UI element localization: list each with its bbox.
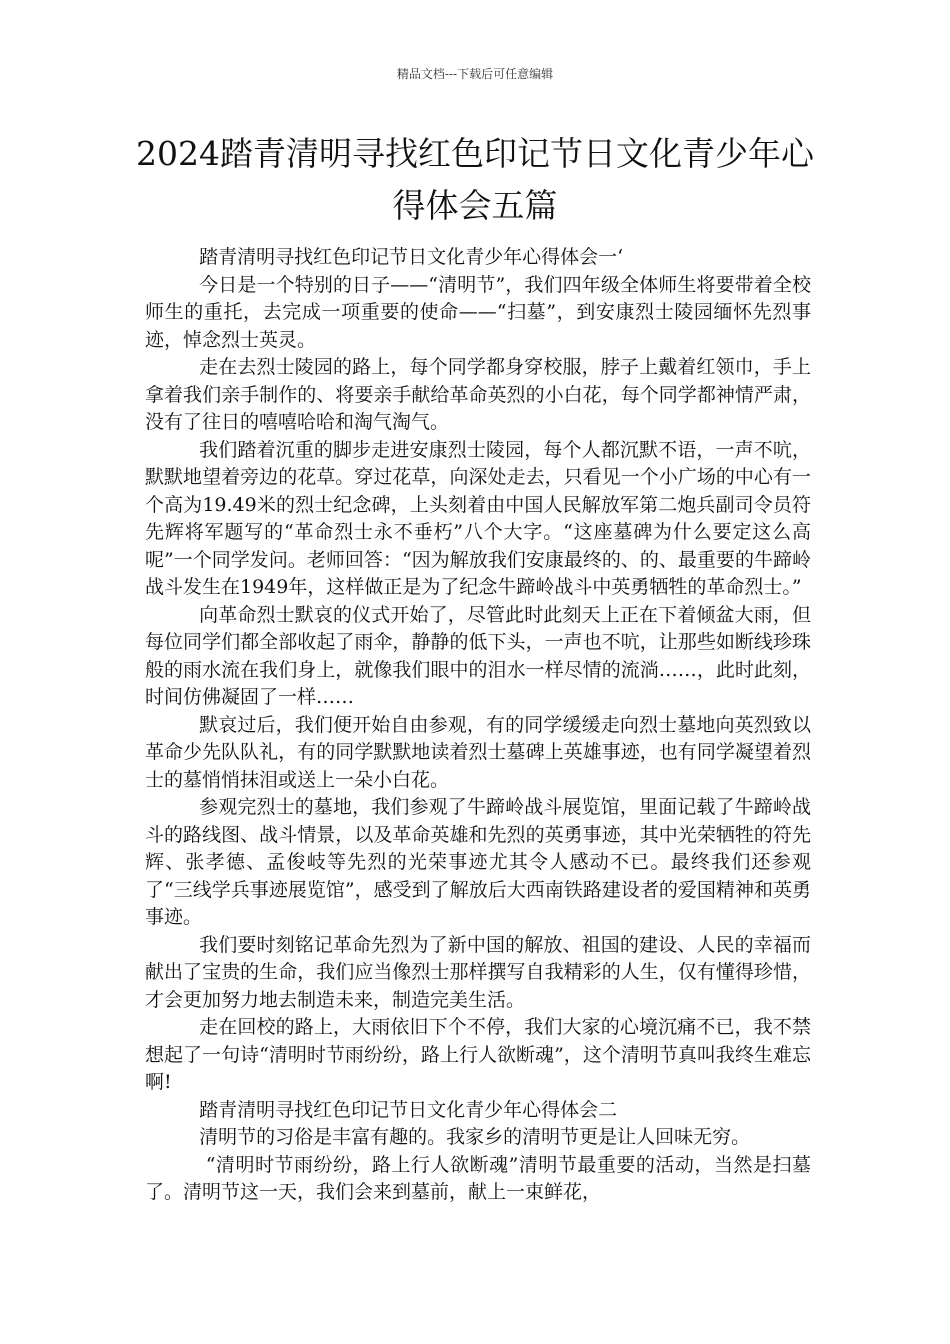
section-heading-2: 踏青清明寻找红色印记节日文化青少年心得体会二 <box>199 1098 618 1121</box>
document-body <box>145 244 811 1207</box>
paragraph: 向革命烈士默哀的仪式开始了，尽管此时此刻天上正在下着倾盆大雨，但每位同学们都全部收起了雨伞，静静的低下头，一声也不吭，让那些如断线珍珠般的雨水流在我们身上，就像我们眼中的泪水一样尽情的流淌……，此时此刻，时间仿佛凝固了一样…… <box>145 603 811 708</box>
document-title: 2024踏青清明寻找红色印记节日文化青少年心得体会五篇 <box>136 134 814 225</box>
paragraph: 走在回校的路上，大雨依旧下个不停，我们大家的心境沉痛不已，我不禁想起了一句诗“清明时节雨纷纷，路上行人欲断魂”，这个清明节真叫我终生难忘啊! <box>145 1016 811 1093</box>
paragraph: 我们踏着沉重的脚步走进安康烈士陵园，每个人都沉默不语，一声不吭，默默地望着旁边的花草。穿过花草，向深处走去，只看见一个小广场的中心有一个高为19.49米的烈士纪念碑，上头刻着由中国人民解放军第二炮兵副司令员符先辉将军题写的“革命烈士永不垂朽”八个大字。“这座墓碑为什么要定这么高呢”一个同学发问。老师回答：“因为解放我们安康最终的、的、最重要的牛蹄岭战斗发生在1949年，这样做正是为了纪念牛蹄岭战斗中英勇牺牲的革命烈士。” <box>145 438 811 598</box>
section-heading-1: 踏青清明寻找红色印记节日文化青少年心得体会一‘ <box>199 246 624 268</box>
paragraph: 参观完烈士的墓地，我们参观了牛蹄岭战斗展览馆，里面记载了牛蹄岭战斗的路线图、战斗情景，以及革命英雄和先烈的英勇事迹，其中光荣牺牲的符先辉、张孝德、孟俊岐等先烈的光荣事迹尤其令人感动不已。最终我们还参观了“三线学兵事迹展览馆”，感受到了解放后大西南铁路建设者的爱国精神和英勇事迹。 <box>145 796 811 928</box>
paragraph: 清明节的习俗是丰富有趣的。我家乡的清明节更是让人回味无穷。 <box>199 1126 751 1148</box>
paragraph: 我们要时刻铭记革命先烈为了新中国的解放、祖国的建设、人民的幸福而献出了宝贵的生命，我们应当像烈士那样撰写自我精彩的人生，仅有懂得珍惜，才会更加努力地去制造未来，制造完美生活。 <box>145 933 811 1011</box>
paragraph: “清明时节雨纷纷，路上行人欲断魂”清明节最重要的活动，当然是扫墓了。清明节这一天，我们会来到墓前，献上一束鲜花， <box>145 1153 811 1203</box>
page-header-watermark: 精品文档---下载后可任意编辑 <box>396 67 554 81</box>
paragraph: 走在去烈士陵园的路上，每个同学都身穿校服，脖子上戴着红领巾，手上拿着我们亲手制作的、将要亲手献给革命英烈的小白花，每个同学都神情严肃，没有了往日的嘻嘻哈哈和淘气淘气。 <box>145 356 811 433</box>
paragraph: 今日是一个特别的日子——“清明节”，我们四年级全体师生将要带着全校师生的重托，去完成一项重要的使命——“扫墓”，到安康烈士陵园缅怀先烈事迹，悼念烈士英灵。 <box>145 273 811 351</box>
paragraph: 默哀过后，我们便开始自由参观，有的同学缓缓走向烈士墓地向英烈致以革命少先队队礼，有的同学默默地读着烈士墓碑上英雄事迹，也有同学凝望着烈士的墓悄悄抹泪或送上一朵小白花。 <box>145 713 811 791</box>
